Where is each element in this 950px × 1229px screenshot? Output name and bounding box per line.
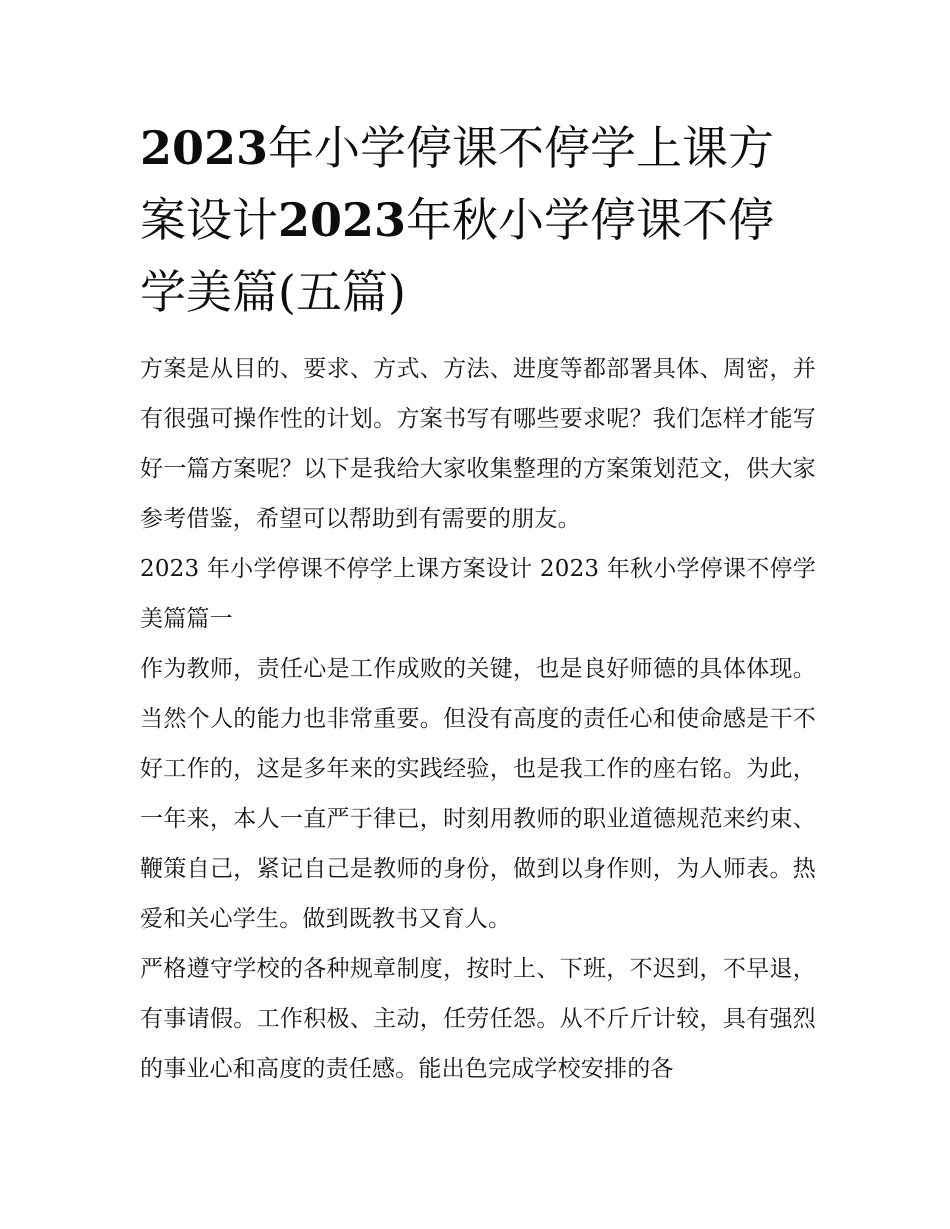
title-year-1: 2023 xyxy=(140,121,269,175)
title-text-2: 年秋小学停课不停学美篇(五篇) xyxy=(140,193,775,319)
body-paragraph-2: 严格遵守学校的各种规章制度，按时上、下班，不迟到，不早退，有事请假。工作积极、主动，任劳任怨。从不斤斤计较，具有强烈的事业心和高度的责任感。能出色完成学校安排的各 xyxy=(140,956,816,1082)
title-year-2: 2023 xyxy=(278,193,407,247)
title-text-1: 年小学停课不停学上课方案设计 xyxy=(140,121,775,247)
section-heading: 2023 年小学停课不停学上课方案设计 2023 年秋小学停课不停学美篇篇一 xyxy=(140,556,816,632)
document-page xyxy=(140,112,816,1094)
body-paragraph-1: 作为教师，责任心是工作成败的关键，也是良好师德的具体体现。当然个人的能力也非常重要。但没有高度的责任心和使命感是干不好工作的，这是多年来的实践经验，也是我工作的座右铭。为此，一年来，本人一直严于律已，时刻用教师的职业道德规范来约束、鞭策自己，紧记自己是教师的身份，做到以身作则，为人师表。热爱和关心学生。做到既教书又育人。 xyxy=(140,656,816,932)
document-title xyxy=(140,112,816,328)
intro-paragraph: 方案是从目的、要求、方式、方法、进度等都部署具体、周密，并有很强可操作性的计划。方案书写有哪些要求呢？我们怎样才能写好一篇方案呢？以下是我给大家收集整理的方案策划范文，供大家参考借鉴，希望可以帮助到有需要的朋友。 xyxy=(140,356,816,532)
document-body xyxy=(140,344,816,1094)
